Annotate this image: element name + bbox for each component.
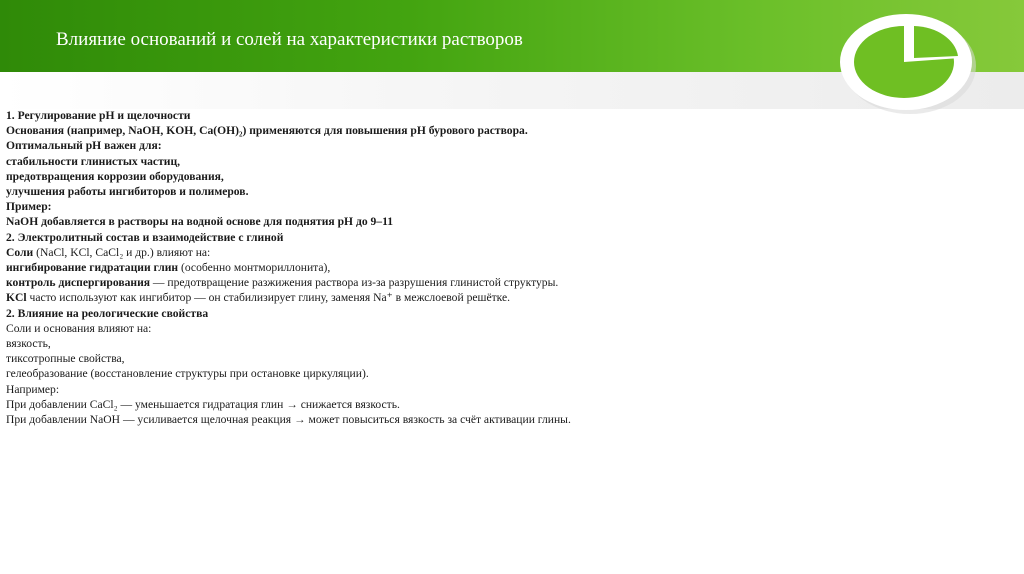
bold-text: контроль диспергирования [6,276,151,290]
regular-text: (особенно монтмориллонита), [178,261,331,275]
body-line [6,214,1006,229]
body-line [6,397,1006,412]
bold-text: Основания (например, NaOH, KOH, Ca(OH)₂) применяются для повышения pH бурового раствора. [6,124,528,138]
body-line [6,108,1006,123]
body-line [6,230,1006,245]
body-line [6,123,1006,138]
bold-text: 2. Электролитный состав и взаимодействие с глиной [6,230,284,244]
body-line [6,321,1006,336]
body-line [6,260,1006,275]
pie-chart-logo-icon [838,12,978,116]
bold-text: NaOH добавляется в растворы на водной основе для поднятия pH до 9–11 [6,215,394,229]
body-line [6,199,1006,214]
slide-body-text [6,108,1006,427]
bold-text: 1. Регулирование pH и щелочности [6,109,191,122]
body-line [6,336,1006,351]
regular-text: Например: [6,382,60,396]
regular-text: тиксотропные свойства, [6,352,125,366]
bold-text: стабильности глинистых частиц, [6,154,181,168]
regular-text: часто используют как ингибитор — он стабилизирует глину, заменяя Na⁺ в межслоевой решётке. [26,291,511,305]
regular-text: При добавлении CaCl₂ — уменьшается гидратация глин → снижается вязкость. [6,397,400,411]
bold-text: Соли [6,245,34,259]
slide-title: Влияние оснований и солей на характеристики растворов [56,29,523,50]
body-line [6,351,1006,366]
regular-text: При добавлении NaOH — усиливается щелочная реакция → может повыситься вязкость за счёт активации глины. [6,413,571,427]
body-line [6,306,1006,321]
body-line [6,412,1006,427]
body-line [6,382,1006,397]
body-line [6,275,1006,290]
body-line [6,154,1006,169]
body-line [6,184,1006,199]
body-line [6,290,1006,305]
regular-text: Соли и основания влияют на: [6,321,152,335]
bold-text: Пример: [6,200,52,214]
bold-text: улучшения работы ингибиторов и полимеров. [6,185,249,199]
bold-text: KCl [6,291,27,305]
regular-text: вязкость, [6,337,51,351]
bold-text: ингибирование гидратации глин [6,261,179,275]
body-line [6,245,1006,260]
body-line [6,169,1006,184]
bold-text: Оптимальный pH важен для: [6,139,162,153]
body-line [6,366,1006,381]
bold-text: предотвращения коррозии оборудования, [6,169,224,183]
regular-text: (NaCl, KCl, CaCl₂ и др.) влияют на: [33,245,211,259]
body-line [6,138,1006,153]
regular-text: — предотвращение разжижения раствора из-за разрушения глинистой структуры. [150,276,559,290]
regular-text: гелеобразование (восстановление структуры при остановке циркуляции). [6,367,369,381]
bold-text: 2. Влияние на реологические свойства [6,306,209,320]
